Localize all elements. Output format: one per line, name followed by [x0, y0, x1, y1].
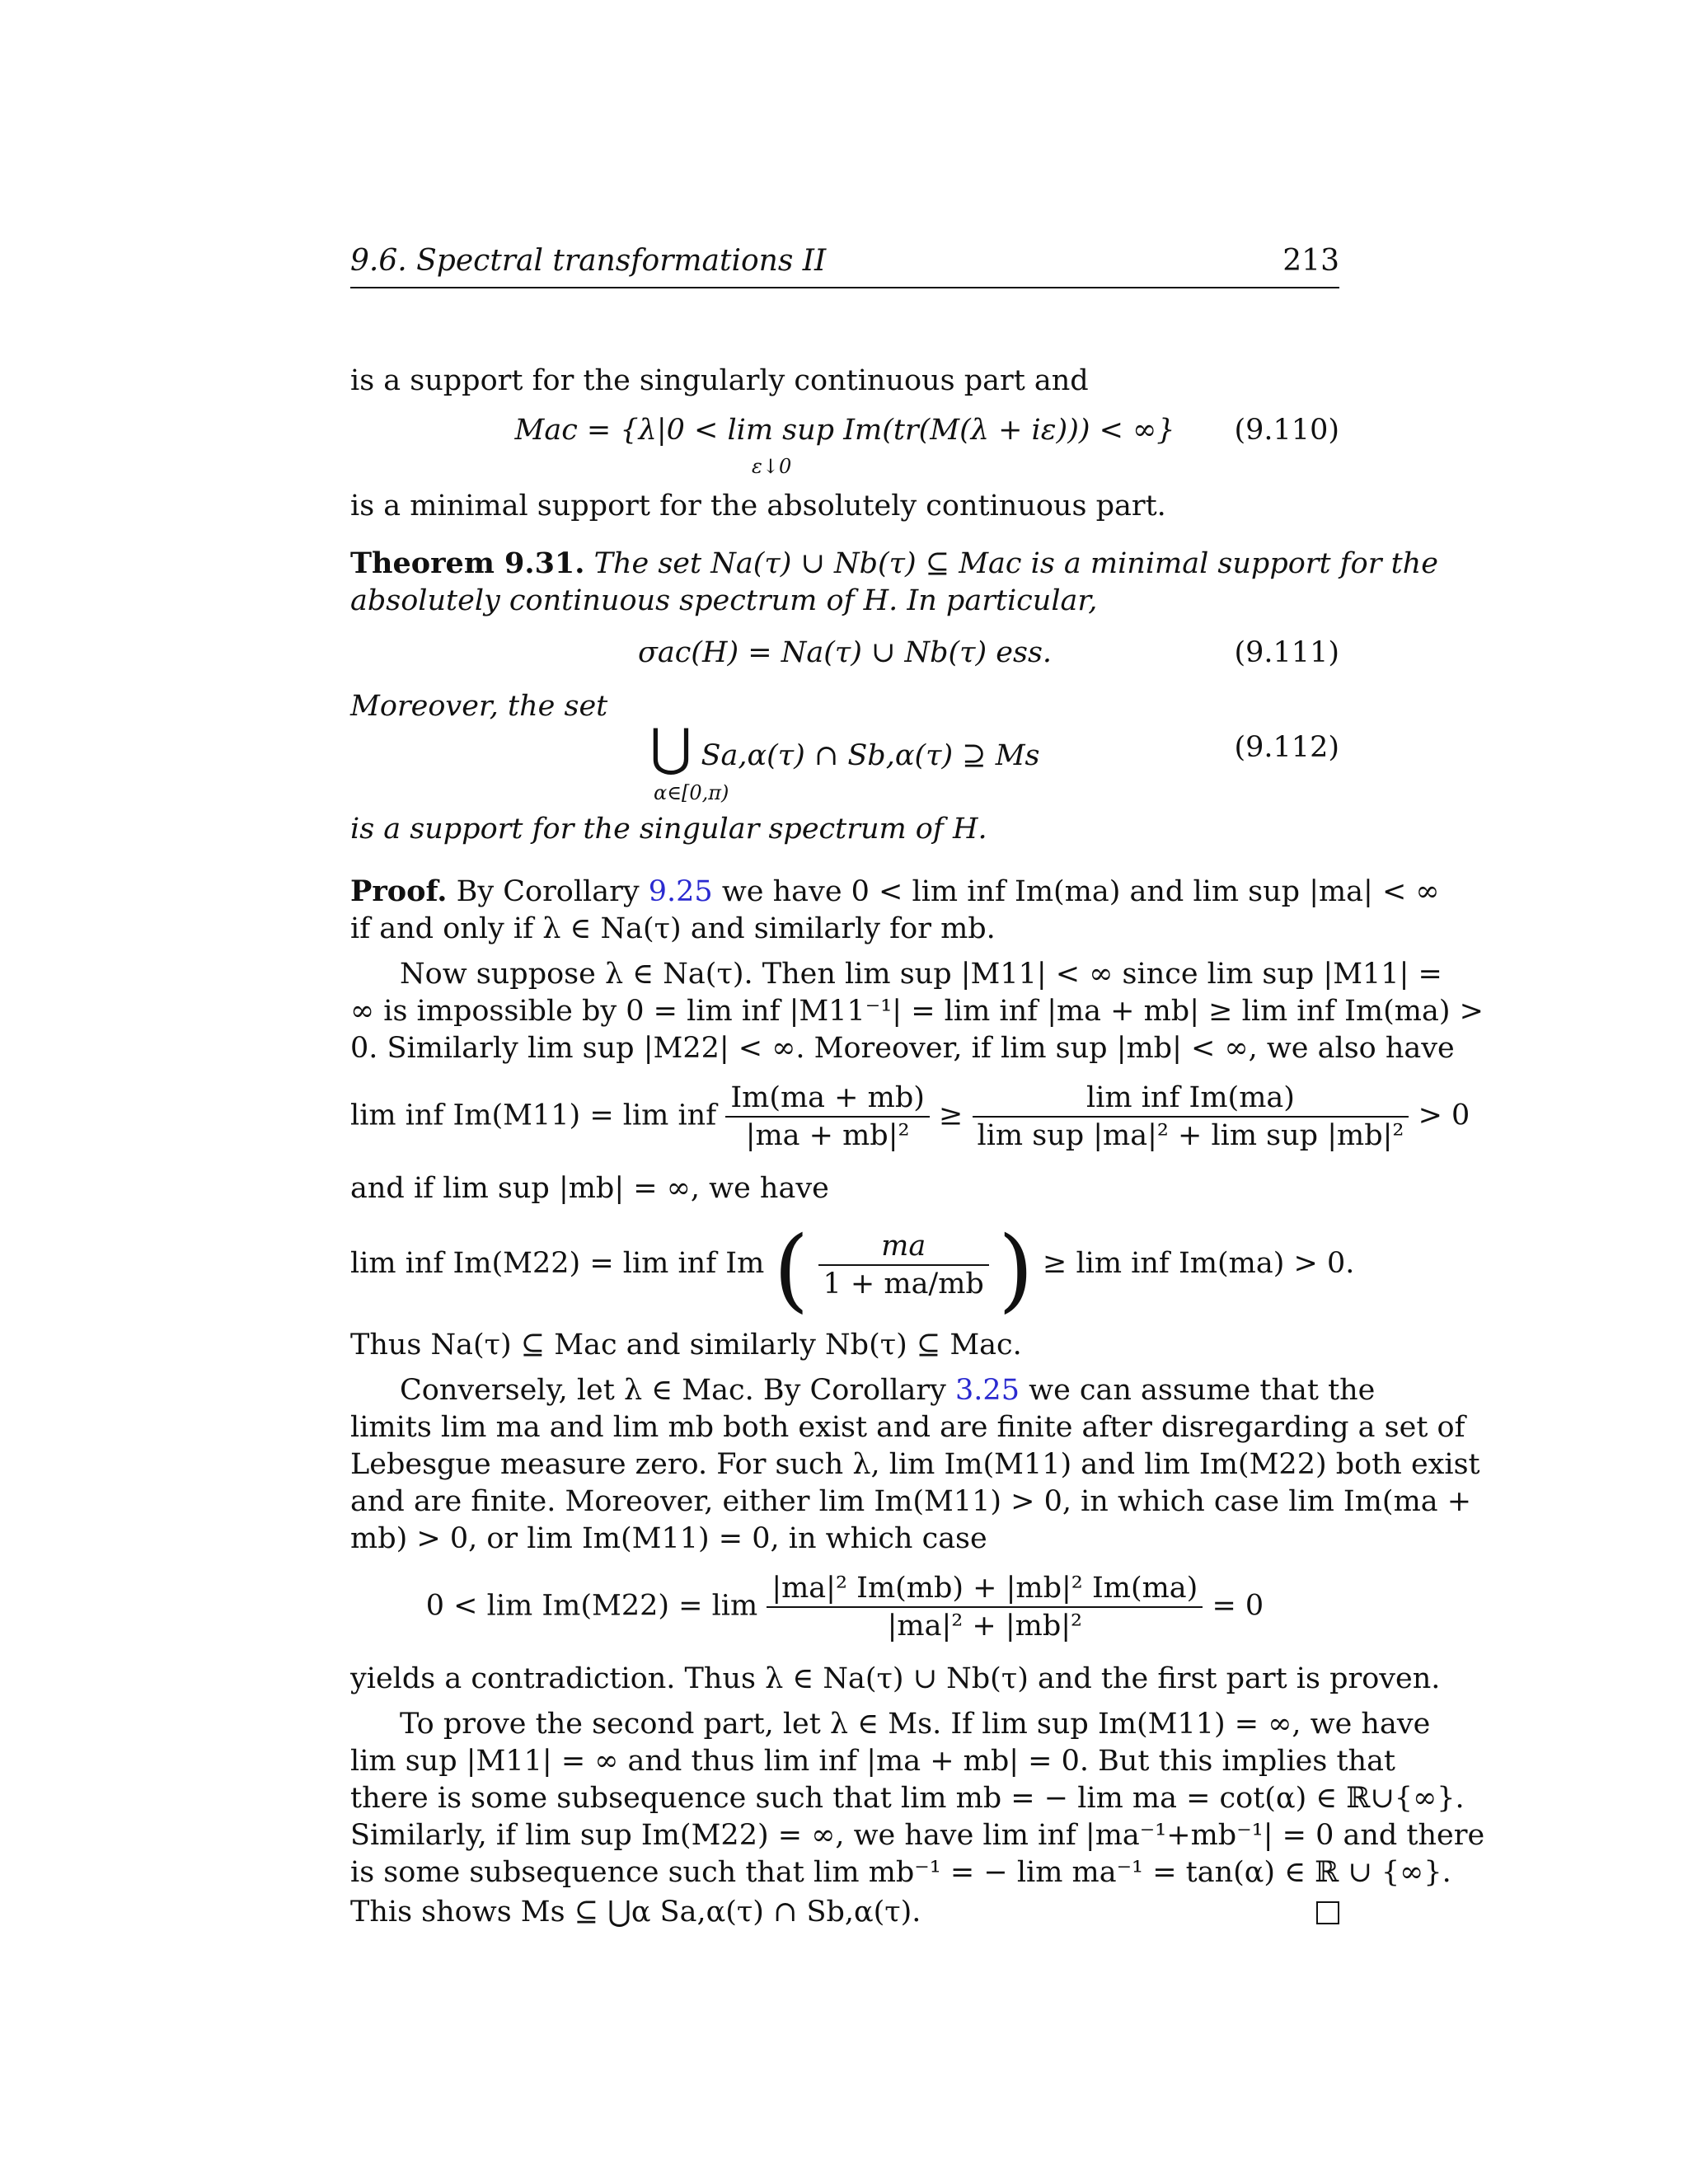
- proof-line: mb) > 0, or lim Im(M11) = 0, in which case: [350, 1522, 987, 1555]
- theorem-line: absolutely continuous spectrum of H. In particular,: [350, 584, 1098, 617]
- left-paren: (: [773, 1216, 809, 1322]
- proof-line: if and only if λ ∈ Na(τ) and similarly for mb.: [350, 912, 996, 945]
- equation-9-112: [350, 717, 1339, 804]
- denominator: lim sup |ma|² + lim sup |mb|²: [977, 1119, 1404, 1152]
- equation-subscript: α∈[0,π): [654, 781, 729, 804]
- equation-body: Sa,α(τ) ∩ Sb,α(τ) ⊇ Ms: [701, 739, 1040, 772]
- proof-line: is some subsequence such that lim mb⁻¹ = − lim ma⁻¹ = tan(α) ∈ ℝ ∪ {∞}.: [350, 1856, 1451, 1889]
- numerator: lim inf Im(ma): [973, 1080, 1409, 1118]
- equation-9-111: [350, 635, 1339, 676]
- text-line: Moreover, the set: [350, 690, 608, 723]
- equation-body: Mac = {λ|0 < lim sup Im(tr(M(λ + iε))) < ∞}: [514, 414, 1175, 447]
- corollary-link[interactable]: 9.25: [648, 875, 713, 908]
- equation-body: σac(H) = Na(τ) ∪ Nb(τ) ess.: [637, 636, 1053, 669]
- proof-line: To prove the second part, let λ ∈ Ms. If lim sup Im(M11) = ∞, we have: [400, 1708, 1431, 1741]
- proof-text: we can assume that the: [1029, 1374, 1376, 1407]
- text-line: Thus Na(τ) ⊆ Mac and similarly Nb(τ) ⊆ Mac.: [350, 1329, 1022, 1361]
- theorem-text: The set Na(τ) ∪ Nb(τ) ⊆ Mac is a minimal support for the: [593, 547, 1438, 580]
- equation-rhs: = 0: [1212, 1589, 1264, 1623]
- proof-line: 0. Similarly lim sup |M22| < ∞. Moreover, if lim sup |mb| < ∞, we also have: [350, 1032, 1455, 1065]
- equation-9-110: [350, 412, 1339, 478]
- numerator: ma: [818, 1228, 989, 1266]
- right-paren: ): [997, 1216, 1034, 1322]
- qed-box-icon: [1316, 1901, 1339, 1924]
- equation-m22: [350, 1216, 1355, 1323]
- proof-line: and are finite. Moreover, either lim Im(M11) > 0, in which case lim Im(ma +: [350, 1485, 1472, 1518]
- proof-line: Lebesgue measure zero. For such λ, lim Im(M11) and lim Im(M22) both exist: [350, 1448, 1480, 1481]
- running-header: [350, 244, 1339, 288]
- numerator: |ma|² Im(mb) + |mb|² Im(ma): [767, 1570, 1203, 1608]
- equation-number: (9.111): [1234, 636, 1339, 669]
- proof-line: lim sup |M11| = ∞ and thus lim inf |ma + mb| = 0. But this implies that: [350, 1745, 1395, 1778]
- denominator: |ma + mb|²: [745, 1119, 910, 1152]
- fraction: [725, 1080, 930, 1154]
- proof-line: Similarly, if lim sup Im(M22) = ∞, we have lim inf |ma⁻¹+mb⁻¹| = 0 and there: [350, 1819, 1485, 1852]
- proof-line: [350, 1372, 1376, 1408]
- proof-line: limits lim ma and lim mb both exist and are finite after disregarding a set of: [350, 1411, 1465, 1444]
- proof-label: Proof.: [350, 874, 448, 908]
- fraction: [818, 1228, 989, 1302]
- equation-rhs: > 0: [1418, 1099, 1470, 1132]
- denominator: 1 + ma/mb: [823, 1267, 984, 1301]
- union-symbol: ⋃: [649, 717, 692, 777]
- equation-lhs: lim inf Im(M11) = lim inf: [350, 1099, 717, 1132]
- equation-rhs: ≥ lim inf Im(ma) > 0.: [1043, 1247, 1355, 1280]
- proof-text: This shows Ms ⊆ ⋃α Sa,α(τ) ∩ Sb,α(τ).: [350, 1896, 921, 1929]
- theorem-line: [350, 546, 1438, 582]
- equation-m11: [350, 1080, 1470, 1162]
- text-line: is a minimal support for the absolutely continuous part.: [350, 490, 1166, 523]
- numerator: Im(ma + mb): [725, 1080, 930, 1118]
- equation-contradiction: [350, 1570, 1339, 1652]
- geq-symbol: ≥: [939, 1099, 964, 1132]
- section-title: 9.6. Spectral transformations II: [350, 244, 827, 278]
- proof-line: Now suppose λ ∈ Na(τ). Then lim sup |M11| < ∞ since lim sup |M11| =: [400, 958, 1442, 991]
- text-line: and if lim sup |mb| = ∞, we have: [350, 1172, 829, 1205]
- fraction: [767, 1570, 1203, 1644]
- theorem-line: is a support for the singular spectrum of H.: [350, 813, 987, 846]
- page-number: 213: [1282, 244, 1339, 278]
- fraction: [973, 1080, 1409, 1154]
- theorem-label: Theorem 9.31.: [350, 546, 585, 580]
- equation-subscript: ε↓0: [752, 455, 792, 478]
- proof-line: ∞ is impossible by 0 = lim inf |M11⁻¹| = lim inf |ma + mb| ≥ lim inf Im(ma) >: [350, 995, 1484, 1028]
- proof-line: [350, 1894, 1339, 1930]
- proof-text: By Corollary: [456, 875, 640, 908]
- equation-lhs: 0 < lim Im(M22) = lim: [425, 1589, 758, 1623]
- equation-lhs: lim inf Im(M22) = lim inf Im: [350, 1247, 765, 1280]
- proof-line: yields a contradiction. Thus λ ∈ Na(τ) ∪ Nb(τ) and the first part is proven.: [350, 1662, 1441, 1695]
- corollary-link[interactable]: 3.25: [955, 1374, 1020, 1407]
- text-line: is a support for the singularly continuous part and: [350, 364, 1089, 397]
- proof-text: Conversely, let λ ∈ Mac. By Corollary: [400, 1374, 946, 1407]
- proof-line: there is some subsequence such that lim mb = − lim ma = cot(α) ∈ ℝ∪{∞}.: [350, 1782, 1465, 1815]
- equation-number: (9.112): [1234, 731, 1339, 764]
- proof-line: [350, 874, 1440, 910]
- proof-text: we have 0 < lim inf Im(ma) and lim sup |ma| < ∞: [721, 875, 1440, 908]
- denominator: |ma|² + |mb|²: [887, 1610, 1083, 1643]
- equation-number: (9.110): [1234, 414, 1339, 447]
